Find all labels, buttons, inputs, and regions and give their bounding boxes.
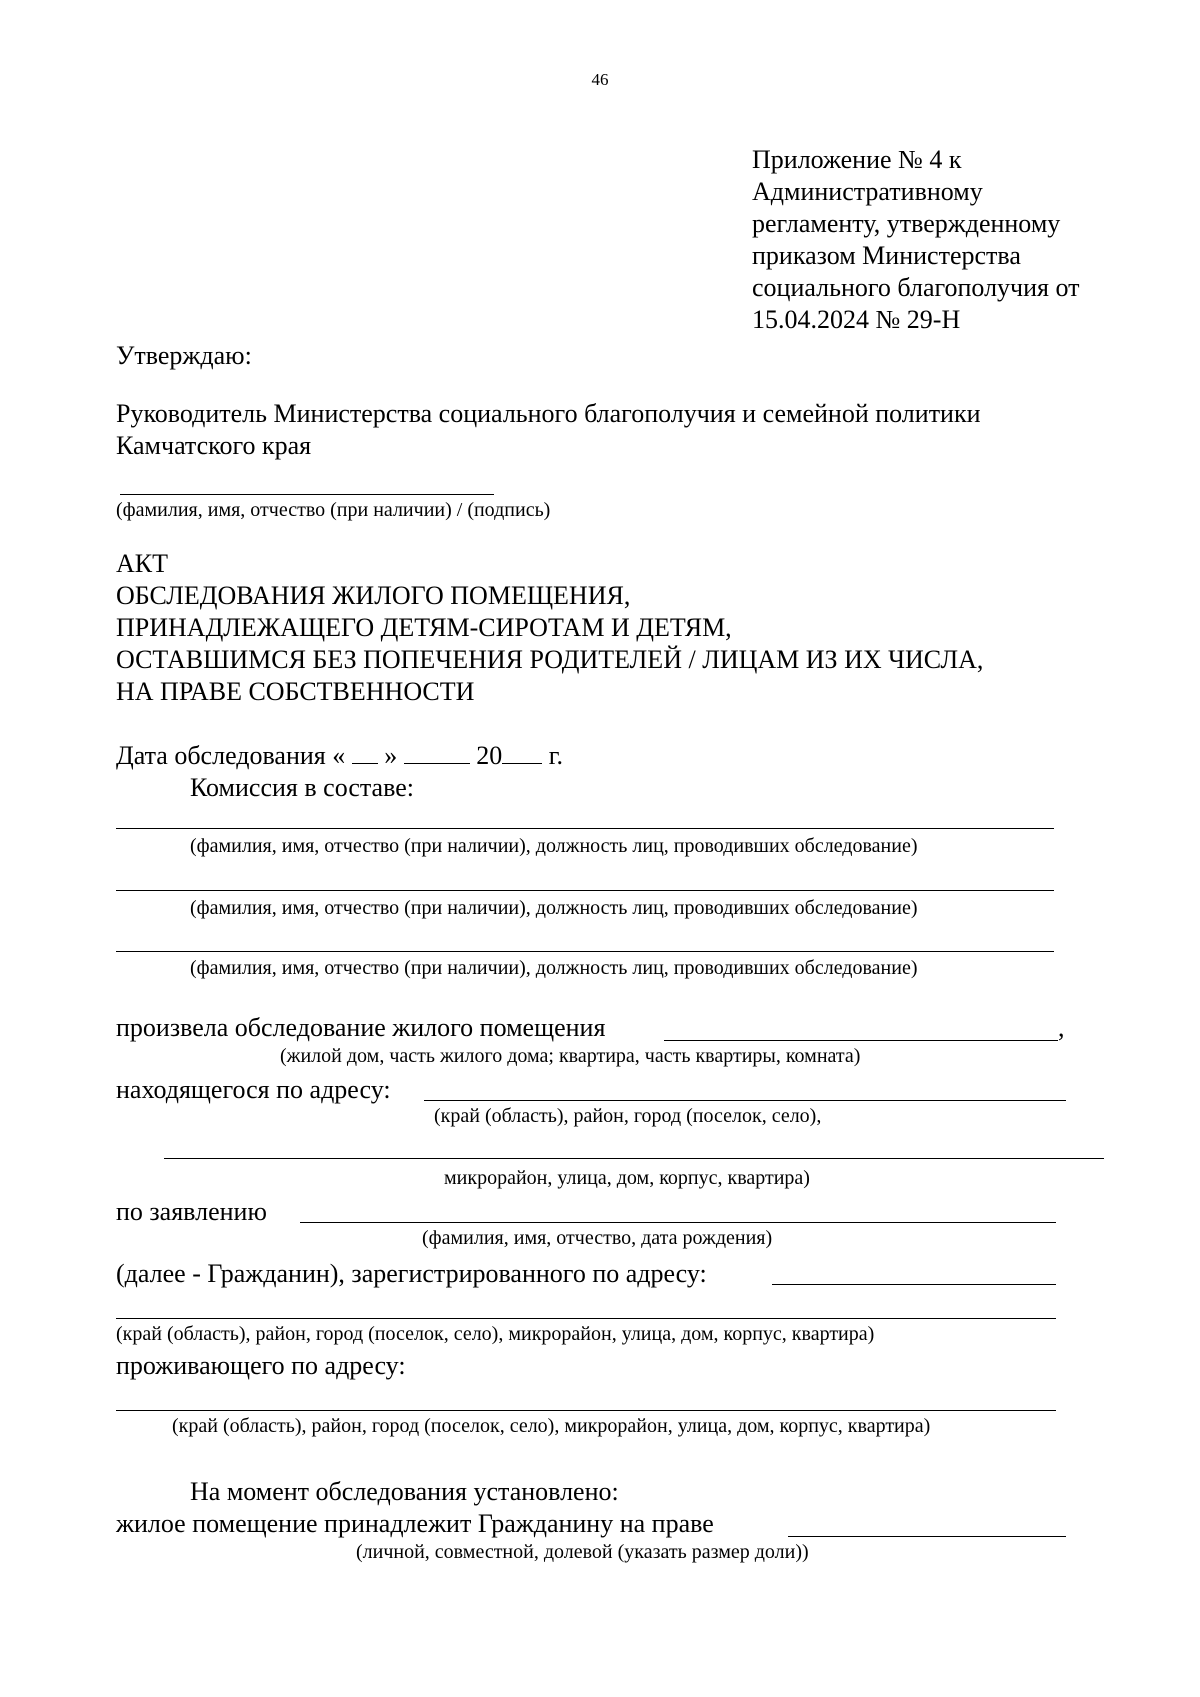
date-day-field[interactable] (352, 741, 378, 764)
applicant-line[interactable] (300, 1222, 1056, 1223)
signature-hint: (фамилия, имя, отчество (при наличии) / (подпись) (116, 499, 551, 521)
application-label: по заявлению (116, 1197, 267, 1226)
commission-member-line[interactable] (116, 951, 1054, 952)
registered-address-line-2[interactable] (116, 1318, 1056, 1319)
approve-label: Утверждаю: (116, 341, 252, 370)
signature-line[interactable] (120, 494, 494, 495)
title-line: ОСТАВШИМСЯ БЕЗ ПОПЕЧЕНИЯ РОДИТЕЛЕЙ / ЛИЦАМ ИЗ ИХ ЧИСЛА, (116, 645, 984, 674)
appendix-line: регламенту, утвержденному (752, 209, 1061, 238)
ownership-label: жилое помещение принадлежит Гражданину на праве (116, 1509, 714, 1538)
located-label: находящегося по адресу: (116, 1075, 391, 1104)
inspected-label: произвела обследование жилого помещения (116, 1013, 606, 1042)
address-hint-2: микрорайон, улица, дом, корпус, квартира) (444, 1167, 810, 1189)
title-line: НА ПРАВЕ СОБСТВЕННОСТИ (116, 677, 475, 706)
commission-hint: (фамилия, имя, отчество (при наличии), должность лиц, проводивших обследование) (190, 957, 918, 979)
date-year-field[interactable] (502, 741, 542, 764)
date-month-field[interactable] (404, 741, 470, 764)
date-label: Дата обследования « (116, 741, 346, 770)
commission-label: Комиссия в составе: (190, 773, 414, 802)
ownership-type-line[interactable] (788, 1536, 1066, 1537)
premises-type-line[interactable] (664, 1040, 1058, 1041)
residing-label: проживающего по адресу: (116, 1351, 406, 1380)
title-line: ОБСЛЕДОВАНИЯ ЖИЛОГО ПОМЕЩЕНИЯ, (116, 581, 631, 610)
inspection-date-row (116, 740, 563, 772)
ownership-hint: (личной, совместной, долевой (указать размер доли)) (356, 1541, 809, 1563)
document-title (116, 548, 983, 708)
appendix-note (752, 144, 1080, 336)
premises-type-hint: (жилой дом, часть жилого дома; квартира, часть квартиры, комната) (280, 1045, 861, 1067)
residing-address-line[interactable] (116, 1410, 1056, 1411)
applicant-hint: (фамилия, имя, отчество, дата рождения) (422, 1227, 773, 1249)
address-hint-1: (край (область), район, город (поселок, село), (434, 1105, 822, 1127)
title-line: ПРИНАДЛЕЖАЩЕГО ДЕТЯМ-СИРОТАМ И ДЕТЯМ, (116, 613, 732, 642)
inspected-comma: , (1058, 1013, 1065, 1042)
registered-address-line[interactable] (772, 1284, 1056, 1285)
appendix-line: приказом Министерства (752, 241, 1021, 270)
address-line[interactable] (424, 1100, 1066, 1101)
commission-hint: (фамилия, имя, отчество (при наличии), должность лиц, проводивших обследование) (190, 897, 918, 919)
date-year-prefix: 20 (476, 741, 503, 770)
appendix-line: Приложение № 4 к (752, 145, 962, 174)
title-line: АКТ (116, 549, 168, 578)
appendix-line: социального благополучия от (752, 273, 1080, 302)
registered-hint: (край (область), район, город (поселок, село), микрорайон, улица, дом, корпус, квартира) (116, 1323, 875, 1345)
residing-hint: (край (область), район, город (поселок, село), микрорайон, улица, дом, корпус, квартира) (172, 1415, 931, 1437)
approver-title-line2: Камчатского края (116, 431, 312, 460)
appendix-line: 15.04.2024 № 29-Н (752, 305, 961, 334)
approver-title-line1: Руководитель Министерства социального благополучия и семейной политики (116, 399, 981, 428)
established-label: На момент обследования установлено: (190, 1477, 619, 1506)
commission-member-line[interactable] (116, 890, 1054, 891)
date-year-suffix: г. (548, 741, 563, 770)
commission-hint: (фамилия, имя, отчество (при наличии), должность лиц, проводивших обследование) (190, 835, 918, 857)
date-quote-close: » (384, 741, 398, 770)
address-line-2[interactable] (164, 1158, 1104, 1159)
registered-label: (далее - Гражданин), зарегистрированного по адресу: (116, 1259, 707, 1288)
appendix-line: Административному (752, 177, 983, 206)
page-number: 46 (591, 70, 609, 89)
commission-member-line[interactable] (116, 828, 1054, 829)
